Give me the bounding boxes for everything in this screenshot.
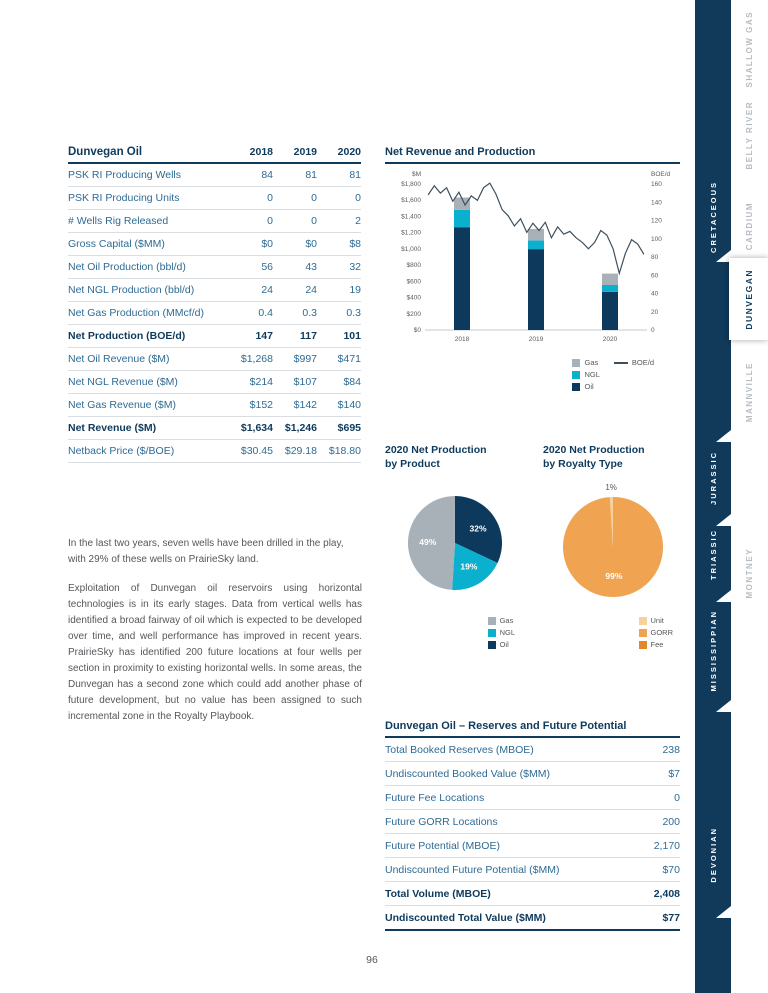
row-label: Undiscounted Total Value ($MM) (385, 911, 546, 924)
pie2-title (543, 444, 683, 471)
row-label: Netback Price ($/BOE) (68, 445, 175, 457)
svg-text:$200: $200 (406, 310, 421, 318)
legend-item (488, 628, 515, 637)
row-label: Net NGL Revenue ($M) (68, 376, 178, 388)
table-row (68, 394, 361, 417)
table-row (68, 210, 361, 233)
svg-text:99%: 99% (605, 571, 623, 582)
table-row (68, 348, 361, 371)
row-value: $152 (249, 399, 273, 411)
legend-label: Unit (650, 616, 664, 626)
svg-text:60: 60 (651, 272, 659, 280)
page-number: 96 (366, 954, 378, 966)
pie-by-royalty-block (543, 444, 683, 649)
row-value: 200 (662, 815, 680, 828)
table-row (68, 256, 361, 279)
oil-swatch (572, 383, 580, 391)
row-label: Total Booked Reserves (MBOE) (385, 743, 534, 756)
row-label: # Wells Rig Released (68, 215, 169, 227)
ngl-swatch (572, 371, 580, 379)
table-row (385, 762, 680, 786)
row-label: Future GORR Locations (385, 815, 498, 828)
table1-year-2019: 2019 (293, 146, 317, 158)
svg-text:$1,000: $1,000 (401, 245, 421, 253)
legend-label: Gas (584, 358, 599, 367)
reserves-future-potential-table (385, 720, 680, 931)
sidebar-period-strip (695, 0, 731, 993)
row-value: 19 (349, 284, 361, 296)
row-value: $695 (337, 422, 361, 434)
svg-text:140: 140 (651, 199, 662, 207)
chart-legend-swatches (572, 358, 599, 391)
sidebar-period-triassic (695, 526, 731, 584)
row-value: 0 (311, 215, 317, 227)
pie1-title-line1: 2020 Net Production (385, 444, 487, 456)
row-value: $70 (662, 863, 680, 876)
legend-item (572, 382, 599, 391)
row-value: 117 (300, 330, 317, 342)
legend-item (488, 616, 515, 625)
table1-title: Dunvegan Oil (68, 146, 143, 158)
row-label: Undiscounted Booked Value ($MM) (385, 767, 550, 780)
legend-label: Gas (499, 616, 514, 626)
play-label: SHALLOW GAS (745, 10, 754, 88)
row-value: 0.4 (258, 307, 273, 319)
row-value: 0 (267, 192, 273, 204)
svg-text:$600: $600 (406, 278, 421, 286)
row-value: 238 (662, 743, 680, 756)
row-value: $214 (249, 376, 273, 388)
row-value: $140 (337, 399, 361, 411)
row-value: 0 (674, 791, 680, 804)
sidebar-period-devonian (695, 816, 731, 894)
table-row (68, 233, 361, 256)
svg-text:20: 20 (651, 308, 659, 316)
play-label: CARDIUM (745, 201, 754, 251)
legend-item (572, 370, 599, 379)
pie-by-product-block (385, 444, 525, 649)
row-label: Net Revenue ($M) (68, 422, 157, 434)
sidebar-tab-belly-river[interactable] (731, 100, 768, 170)
row-value: $997 (293, 353, 317, 365)
play-label: BELLY RIVER (745, 100, 754, 170)
row-label: Net Oil Production (bbl/d) (68, 261, 186, 273)
svg-text:120: 120 (651, 217, 662, 225)
table1-body (68, 164, 361, 463)
body-text (68, 536, 362, 738)
table-row (385, 906, 680, 931)
table-row (385, 810, 680, 834)
gas-swatch (572, 359, 580, 367)
row-value: $18.80 (328, 445, 361, 457)
svg-text:160: 160 (651, 181, 662, 188)
table-row (68, 325, 361, 348)
fee-swatch (639, 641, 647, 649)
row-value: 147 (255, 330, 273, 342)
sidebar-tab-cardium[interactable] (731, 202, 768, 250)
table-row (68, 187, 361, 210)
svg-text:$800: $800 (406, 262, 421, 270)
svg-text:$1,200: $1,200 (401, 229, 421, 237)
row-value: $0 (261, 238, 273, 250)
svg-text:19%: 19% (460, 561, 478, 572)
pie-by-royalty (553, 477, 673, 612)
row-value: $7 (668, 767, 680, 780)
svg-text:49%: 49% (419, 537, 437, 548)
legend-label: NGL (584, 370, 600, 379)
row-value: $30.45 (240, 445, 273, 457)
row-label: Net Production (BOE/d) (68, 330, 186, 342)
legend-label: Oil (584, 382, 594, 391)
period-label: DEVONIAN (708, 827, 718, 883)
row-value: $84 (343, 376, 361, 388)
sidebar-period-cretaceous (695, 181, 731, 253)
svg-text:$M: $M (411, 171, 421, 178)
boed-line-swatch (614, 362, 628, 364)
pie2-title-line1: 2020 Net Production (543, 444, 645, 456)
legend-label: NGL (499, 628, 515, 638)
row-value: $8 (349, 238, 361, 250)
row-value: 0 (267, 215, 273, 227)
row-value: 56 (261, 261, 273, 273)
row-value: $107 (293, 376, 317, 388)
sidebar-period-jurassic (695, 448, 731, 508)
row-value: 24 (305, 284, 317, 296)
svg-text:100: 100 (651, 235, 662, 243)
gas-swatch (488, 617, 496, 625)
row-value: $471 (337, 353, 361, 365)
table-row (68, 279, 361, 302)
sidebar-tab-montney[interactable] (731, 542, 768, 604)
legend-label: Oil (499, 640, 509, 650)
row-label: Total Volume (MBOE) (385, 887, 491, 900)
table2-body (385, 738, 680, 931)
tab-notch (716, 514, 731, 526)
table-row (68, 440, 361, 463)
play-label: MANNVILLE (745, 361, 754, 423)
row-value: 0.3 (346, 307, 361, 319)
table-row (68, 302, 361, 325)
row-label: Net NGL Production (bbl/d) (68, 284, 195, 296)
svg-text:BOE/d: BOE/d (651, 171, 671, 178)
table1-year-2020: 2020 (337, 146, 361, 158)
row-value: $1,634 (240, 422, 273, 434)
play-label: DUNVEGAN (743, 268, 754, 330)
ngl-swatch (488, 629, 496, 637)
row-value: 2 (355, 215, 361, 227)
legend-item (639, 640, 674, 649)
period-label: JURASSIC (708, 451, 718, 505)
pie2-legend (639, 616, 674, 649)
table1-header (68, 146, 361, 164)
row-value: 81 (349, 169, 361, 181)
period-label: MISSISSIPPIAN (708, 610, 718, 692)
row-value: 0.3 (302, 307, 317, 319)
svg-text:$400: $400 (406, 294, 421, 302)
legend-label: GORR (650, 628, 673, 638)
svg-text:0: 0 (651, 327, 655, 334)
svg-text:2019: 2019 (528, 336, 544, 343)
gorr-swatch (639, 629, 647, 637)
pie-svg (395, 477, 515, 607)
row-value: 24 (261, 284, 273, 296)
tab-notch (716, 590, 731, 602)
sidebar-tab-dunvegan[interactable] (729, 258, 768, 340)
pie2-title-line2: by Royalty Type (543, 457, 623, 470)
row-value: 0 (355, 192, 361, 204)
unit-swatch (639, 617, 647, 625)
table-row (68, 164, 361, 187)
row-value: 32 (349, 261, 361, 273)
row-value: $77 (662, 911, 680, 924)
row-label: Gross Capital ($MM) (68, 238, 165, 250)
svg-text:40: 40 (651, 290, 659, 298)
play-label: MONTNEY (745, 547, 754, 599)
row-value: 101 (343, 330, 361, 342)
row-label: Net Gas Revenue ($M) (68, 399, 176, 411)
row-label: Future Potential (MBOE) (385, 839, 500, 852)
body-paragraph-2: Exploitation of Dunvegan oil reservoirs using horizontal technologies is in its early stages. Data from vertical wells has identified a broad fairway of oil which is expected to be developed over time, and well performance has improved in recent years. PrairieSky has identified 200 future locations at four wells per section in proximity to existing horizontal wells. In some areas, the Dunvegan has a second zone which could add another phase of future development, but no value has been assigned to such incremental zone in the Royalty Playbook. (68, 583, 362, 722)
table-row (68, 417, 361, 440)
body-paragraph-1: In the last two years, seven wells have been drilled in the play, with 29% of these wells on PrairieSky land. (68, 538, 344, 565)
net-revenue-production-chart-block (385, 146, 680, 391)
pie-by-product (395, 477, 515, 612)
legend-item (572, 358, 599, 367)
row-value: 0 (311, 192, 317, 204)
table-row (385, 834, 680, 858)
svg-text:$1,800: $1,800 (401, 181, 421, 188)
svg-text:$1,600: $1,600 (401, 197, 421, 205)
row-label: PSK RI Producing Wells (68, 169, 182, 181)
tab-notch (716, 430, 731, 442)
svg-text:2020: 2020 (602, 336, 618, 343)
chart-legend (385, 358, 680, 391)
row-value: 84 (261, 169, 273, 181)
pie-charts-section (385, 444, 683, 649)
table-row (68, 371, 361, 394)
row-value: $1,268 (240, 353, 273, 365)
row-label: Future Fee Locations (385, 791, 485, 804)
legend-label: Fee (650, 640, 664, 650)
table-row (385, 738, 680, 762)
table-row (385, 858, 680, 882)
row-value: 43 (305, 261, 317, 273)
legend-item (488, 640, 515, 649)
svg-text:2018: 2018 (454, 336, 470, 343)
svg-text:$1,400: $1,400 (401, 213, 421, 221)
row-value: $0 (305, 238, 317, 250)
sidebar-tab-mannville[interactable] (731, 354, 768, 430)
legend-label: BOE/d (631, 358, 654, 367)
table-row (385, 786, 680, 810)
sidebar-period-mississippian (695, 606, 731, 696)
pie1-title-line2: by Product (385, 457, 440, 470)
row-label: Net Oil Revenue ($M) (68, 353, 170, 365)
pie1-legend (488, 616, 515, 649)
row-value: 81 (305, 169, 317, 181)
legend-item (639, 616, 674, 625)
row-label: Undiscounted Future Potential ($MM) (385, 863, 560, 876)
pie-svg (553, 477, 673, 607)
combo-chart (385, 166, 680, 356)
table-row (385, 882, 680, 906)
period-label: CRETACEOUS (708, 181, 718, 253)
dunvegan-oil-table (68, 146, 361, 463)
revenue-production-svg (385, 166, 680, 356)
sidebar-tab-shallow-gas[interactable] (731, 10, 768, 88)
row-value: 2,408 (653, 887, 680, 900)
row-value: 2,170 (653, 839, 680, 852)
legend-item (639, 628, 674, 637)
table1-year-2018: 2018 (249, 146, 273, 158)
row-value: $142 (293, 399, 317, 411)
svg-text:80: 80 (651, 254, 659, 261)
svg-text:1%: 1% (605, 483, 617, 493)
period-label: TRIASSIC (708, 529, 718, 581)
tab-notch (716, 700, 731, 712)
legend-item-boed (614, 358, 654, 367)
row-label: PSK RI Producing Units (68, 192, 180, 204)
svg-text:$0: $0 (413, 327, 421, 334)
sidebar-play-tabs (731, 0, 768, 993)
row-value: $29.18 (284, 445, 317, 457)
svg-text:32%: 32% (469, 523, 487, 534)
row-value: $1,246 (284, 422, 317, 434)
tab-notch (716, 906, 731, 918)
oil-swatch (488, 641, 496, 649)
chart-title: Net Revenue and Production (385, 146, 680, 164)
table2-title: Dunvegan Oil – Reserves and Future Potential (385, 720, 680, 738)
row-label: Net Gas Production (MMcf/d) (68, 307, 204, 319)
pie1-title (385, 444, 525, 471)
